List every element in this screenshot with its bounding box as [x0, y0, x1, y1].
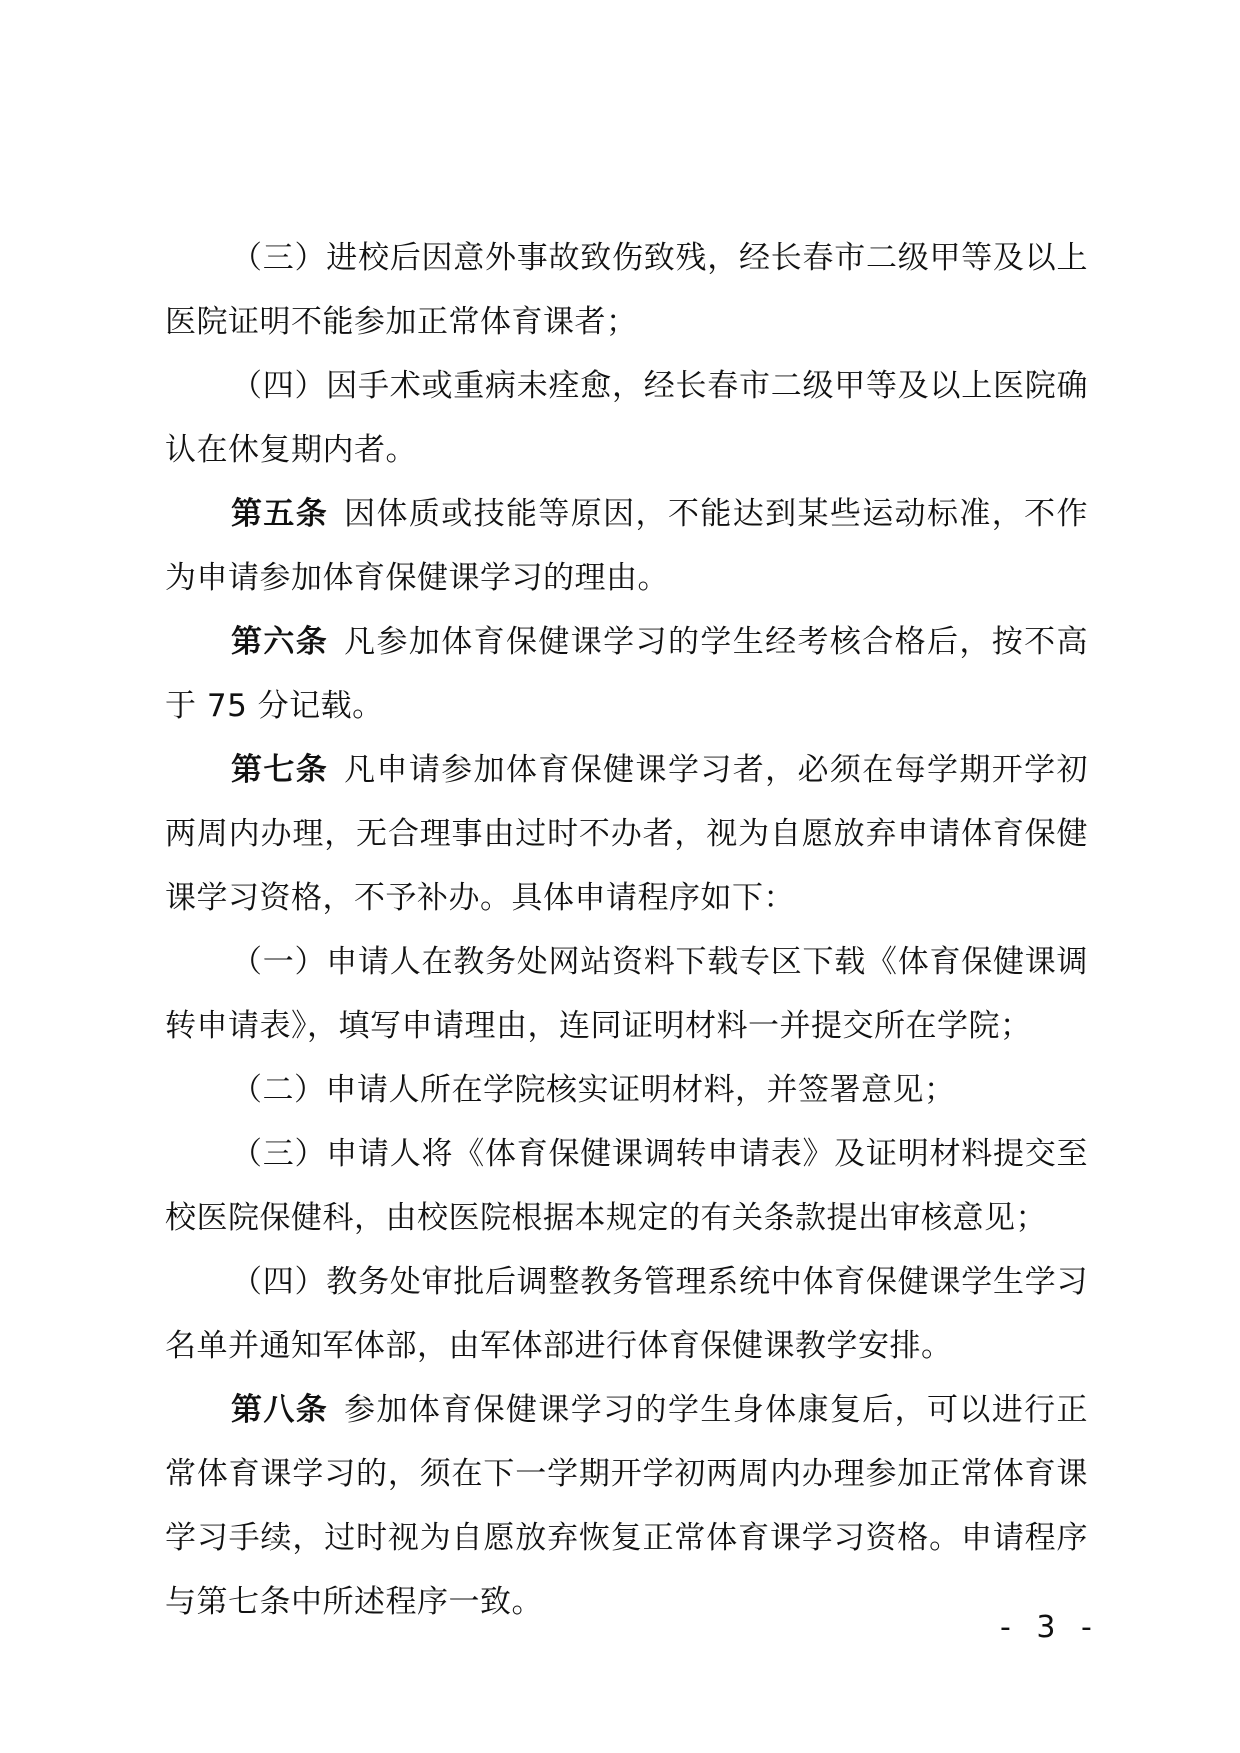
article-label: 第六条 [231, 624, 329, 660]
paragraph-item-4 [165, 354, 1088, 482]
article-label: 第八条 [231, 1392, 329, 1428]
article-6 [165, 610, 1088, 738]
article-text: 凡参加体育保健课学习的学生经考核合格后，按不高于 75 分记载。 [165, 624, 1088, 724]
article-8 [165, 1378, 1088, 1634]
article-7 [165, 738, 1088, 930]
article-text: 参加体育保健课学习的学生身体康复后，可以进行正常体育课学习的，须在下一学期开学初两周内办理参加正常体育课学习手续，过时视为自愿放弃恢复正常体育课学习资格。申请程序与第七条中所述程序一致。 [165, 1392, 1088, 1620]
procedure-text: （四）教务处审批后调整教务管理系统中体育保健课学生学习名单并通知军体部，由军体部进行体育保健课教学安排。 [165, 1264, 1088, 1364]
article-label: 第五条 [231, 496, 329, 532]
paragraph-text: （四）因手术或重病未痊愈，经长春市二级甲等及以上医院确认在休复期内者。 [165, 368, 1088, 468]
procedure-step-2 [165, 1058, 1088, 1122]
article-5 [165, 482, 1088, 610]
document-body [165, 226, 1088, 1634]
procedure-text: （一）申请人在教务处网站资料下载专区下载《体育保健课调转申请表》，填写申请理由，连同证明材料一并提交所在学院； [165, 944, 1088, 1044]
procedure-text: （三）申请人将《体育保健课调转申请表》及证明材料提交至校医院保健科，由校医院根据本规定的有关条款提出审核意见； [165, 1136, 1088, 1236]
paragraph-text: （三）进校后因意外事故致伤致残，经长春市二级甲等及以上医院证明不能参加正常体育课者； [165, 240, 1088, 340]
procedure-step-3 [165, 1122, 1088, 1250]
article-text: 因体质或技能等原因，不能达到某些运动标准，不作为申请参加体育保健课学习的理由。 [165, 496, 1088, 596]
page-number: - 3 - [1000, 1610, 1100, 1645]
paragraph-item-3 [165, 226, 1088, 354]
article-text: 凡申请参加体育保健课学习者，必须在每学期开学初两周内办理，无合理事由过时不办者，视为自愿放弃申请体育保健课学习资格，不予补办。具体申请程序如下： [165, 752, 1088, 916]
procedure-text: （二）申请人所在学院核实证明材料，并签署意见； [231, 1072, 956, 1108]
procedure-step-1 [165, 930, 1088, 1058]
procedure-step-4 [165, 1250, 1088, 1378]
article-label: 第七条 [231, 752, 329, 788]
